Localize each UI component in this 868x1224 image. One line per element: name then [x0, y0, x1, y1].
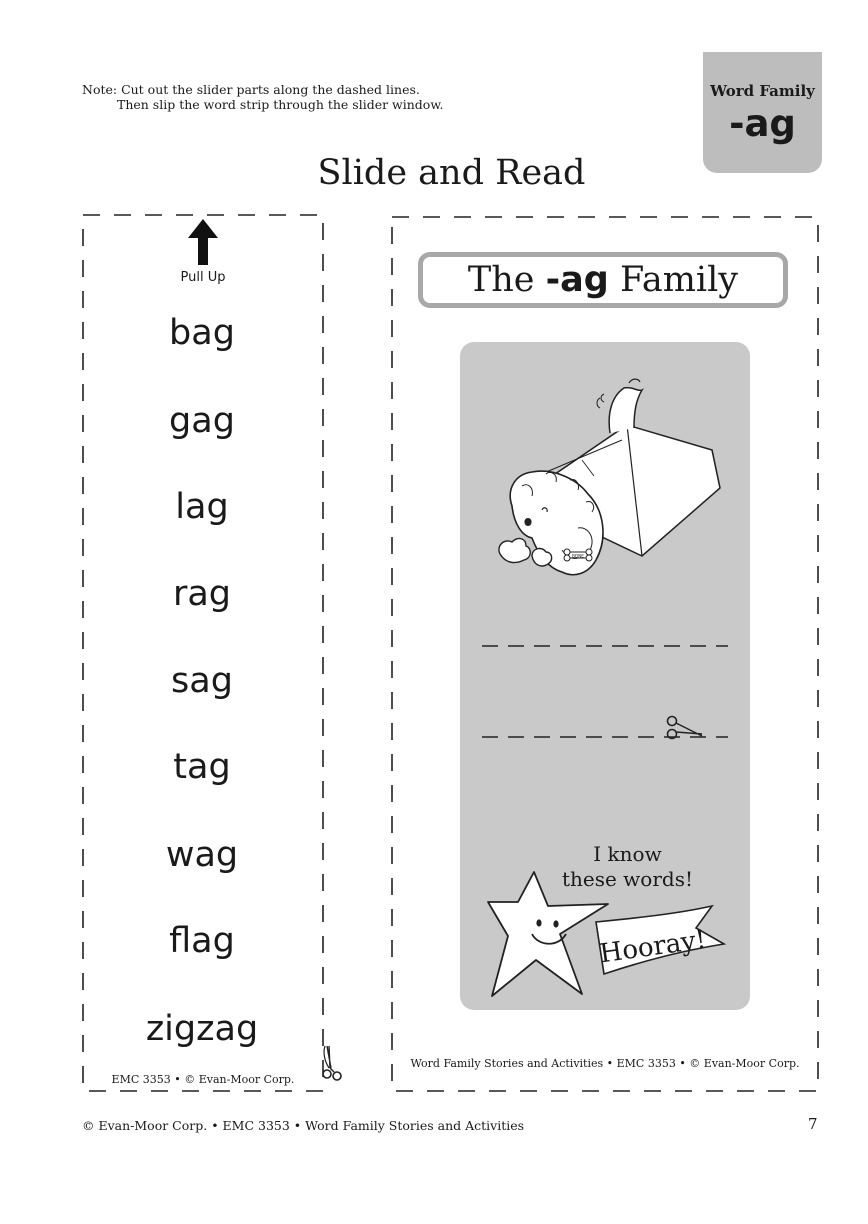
word-strip-word: rag — [172, 574, 232, 614]
up-arrow-icon — [187, 219, 219, 265]
slider-title-suffix: -ag — [545, 260, 609, 300]
scissors-icon — [664, 714, 706, 742]
i-know-line-2: these words! — [561, 867, 694, 891]
word-strip-word: lag — [175, 487, 229, 527]
badge-label: Word Family — [710, 82, 815, 100]
scissors-icon — [320, 1044, 346, 1082]
note-line-2: Then slip the word strip through the slider window. — [117, 97, 444, 112]
slider-title — [418, 252, 788, 308]
slider-copyright: Word Family Stories and Activities • EMC 3353 • © Evan-Moor Corp. — [410, 1057, 800, 1070]
page-number: 7 — [808, 1115, 818, 1133]
smiling-star-icon — [488, 872, 608, 996]
word-strip-word: sag — [171, 661, 233, 701]
word-strip-word: gag — [169, 401, 235, 441]
instruction-note — [82, 82, 444, 112]
strip-copyright: EMC 3353 • © Evan-Moor Corp. — [111, 1073, 295, 1086]
hooray-banner-text: Hooray! — [597, 924, 708, 970]
page-footer: © Evan-Moor Corp. • EMC 3353 • Word Family Stories and Activities — [82, 1118, 525, 1133]
badge-suffix: -ag — [729, 102, 796, 145]
page-title: Slide and Read — [317, 153, 586, 193]
word-strip-word: zigzag — [145, 1009, 259, 1049]
dog-in-bag-illustration — [492, 378, 724, 586]
slider-title-pre: The — [467, 260, 546, 300]
note-line-1: Note: Cut out the slider parts along the dashed lines. — [82, 82, 420, 97]
slider-title-post: Family — [608, 260, 739, 300]
word-strip-word: bag — [169, 313, 235, 353]
word-strip-word: wag — [165, 835, 239, 875]
word-strip-word: tag — [173, 747, 231, 787]
bone-label: BONE — [572, 553, 584, 559]
star-banner-illustration — [486, 870, 730, 1000]
i-know-line-1: I know — [593, 842, 662, 866]
pull-up-label: Pull Up — [180, 270, 226, 285]
word-strip-word: flag — [169, 921, 235, 961]
